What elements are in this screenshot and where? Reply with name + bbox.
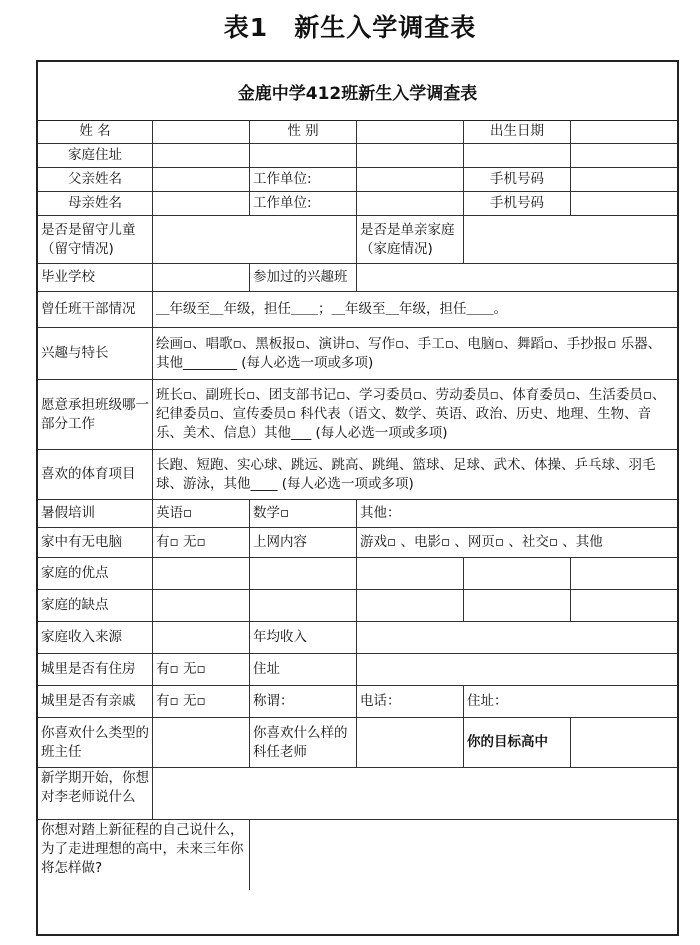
page-title: 表1 新生入学调查表 xyxy=(223,13,477,42)
cell-text: 上网内容 xyxy=(253,534,307,550)
cell-text: 城里是否有住房 xyxy=(41,661,136,677)
cell-text: 父亲姓名 xyxy=(68,171,122,187)
form-input-cell[interactable] xyxy=(153,622,250,654)
form-label-cell xyxy=(38,192,153,216)
cell-text: 家庭的缺点 xyxy=(41,597,109,613)
form-label-cell xyxy=(38,328,153,380)
form-label-cell xyxy=(38,380,153,450)
cell-text: 新学期开始，你想对李老师说什么 xyxy=(41,770,149,805)
cell-text: 母亲姓名 xyxy=(68,195,122,211)
cell-text: 是否是留守儿童 （留守情况) xyxy=(41,221,136,257)
cell-text: 家庭收入来源 xyxy=(41,629,122,645)
form-label-cell xyxy=(153,292,677,328)
form-label-cell xyxy=(38,264,153,292)
cell-text: 年均收入 xyxy=(253,629,307,645)
cell-text: 手机号码 xyxy=(490,171,544,187)
form-label-cell xyxy=(38,292,153,328)
form-input-cell[interactable] xyxy=(357,558,464,590)
form-label-cell xyxy=(464,192,571,216)
form-input-cell[interactable] xyxy=(357,718,464,768)
form-label-cell xyxy=(250,192,357,216)
form-label-cell xyxy=(464,718,571,768)
form-title: 金鹿中学412班新生入学调查表 xyxy=(38,62,677,121)
form-label-cell xyxy=(38,168,153,192)
form-input-cell[interactable] xyxy=(464,558,571,590)
form-input-cell[interactable] xyxy=(571,590,677,622)
form-input-cell[interactable] xyxy=(571,718,677,768)
form-label-cell xyxy=(38,144,153,168)
form-label-cell xyxy=(357,216,464,264)
form-label-cell xyxy=(38,528,153,558)
form-input-cell[interactable] xyxy=(357,264,677,292)
form-label-cell xyxy=(153,328,677,380)
form-label-cell xyxy=(38,686,153,718)
form-input-cell[interactable] xyxy=(357,144,464,168)
form-input-cell[interactable] xyxy=(464,216,677,264)
form-input-cell[interactable] xyxy=(571,168,677,192)
cell-text: 参加过的兴趣班 xyxy=(253,269,348,285)
form-label-cell xyxy=(38,622,153,654)
cell-text: 曾任班干部情况 xyxy=(41,301,136,317)
cell-text: 手机号码 xyxy=(490,195,544,211)
survey-form-table xyxy=(36,60,679,936)
form-label-cell xyxy=(250,120,357,144)
cell-text: 兴趣与特长 xyxy=(41,345,109,361)
form-label-cell xyxy=(38,768,153,820)
cell-text: 长跑、短跑、实心球、跳远、跳高、跳绳、篮球、足球、武术、体操、乒乓球、羽毛球、游泳，其他____ (每人必选一项或多项) xyxy=(156,456,656,492)
form-input-cell[interactable] xyxy=(357,168,464,192)
form-input-cell[interactable] xyxy=(153,168,250,192)
cell-text: 游戏▫ 、电影▫ 、网页▫ 、社交▫ 、其他 xyxy=(360,534,603,550)
cell-text: 喜欢的体育项目 xyxy=(41,466,136,482)
form-input-cell[interactable] xyxy=(571,558,677,590)
form-label-cell xyxy=(250,622,357,654)
form-input-cell[interactable] xyxy=(464,144,571,168)
cell-text: 你的目标高中 xyxy=(467,734,548,750)
form-label-cell xyxy=(153,500,250,528)
cell-text: ＿年级至＿年级，担任＿＿；＿年级至＿年级，担任＿＿。 xyxy=(156,301,507,317)
form-label-cell xyxy=(250,654,357,686)
form-label-cell xyxy=(38,120,153,144)
cell-text: 城里是否有亲戚 xyxy=(41,693,136,709)
form-label-cell xyxy=(38,216,153,264)
form-input-cell[interactable] xyxy=(153,558,250,590)
form-label-cell xyxy=(38,590,153,622)
form-label-cell xyxy=(153,686,250,718)
form-label-cell xyxy=(250,264,357,292)
form-input-cell[interactable] xyxy=(357,654,677,686)
form-label-cell xyxy=(153,450,677,500)
cell-text: 性 别 xyxy=(287,123,319,139)
form-label-cell xyxy=(38,450,153,500)
form-input-cell[interactable] xyxy=(464,590,571,622)
cell-text: 称谓： xyxy=(253,693,294,709)
cell-text: 家庭的优点 xyxy=(41,565,109,581)
form-label-cell xyxy=(38,500,153,528)
form-input-cell[interactable] xyxy=(357,192,464,216)
form-input-cell[interactable] xyxy=(153,768,677,820)
form-label-cell xyxy=(153,380,677,450)
cell-text: 有▫ 无▫ xyxy=(156,693,206,709)
cell-text: 姓 名 xyxy=(79,123,111,139)
form-label-cell xyxy=(153,528,250,558)
form-label-cell xyxy=(464,120,571,144)
form-input-cell[interactable] xyxy=(153,216,357,264)
form-label-cell xyxy=(464,686,677,718)
form-label-cell xyxy=(250,718,357,768)
form-input-cell[interactable] xyxy=(357,590,464,622)
cell-text: 你喜欢什么类型的班主任 xyxy=(41,724,149,760)
cell-text: 住址： xyxy=(467,693,508,709)
form-label-cell xyxy=(38,654,153,686)
form-label-cell xyxy=(357,528,677,558)
cell-text: 工作单位: xyxy=(253,171,312,187)
cell-text: 你想对踏上新征程的自己说什么，为了走进理想的高中，未来三年你将怎样做? xyxy=(41,822,244,876)
form-input-cell[interactable] xyxy=(153,120,250,144)
form-label-cell xyxy=(153,654,250,686)
cell-text: 绘画▫、唱歌▫、黑板报▫、演讲▫、写作▫、手工▫、电脑▫、舞蹈▫、手抄报▫ 乐器、其他________ (每人必选一项或多项) xyxy=(156,335,662,371)
cell-text: 英语▫ xyxy=(156,505,193,521)
cell-text: 毕业学校 xyxy=(41,269,95,285)
cell-text: 家中有无电脑 xyxy=(41,534,122,550)
form-input-cell[interactable] xyxy=(153,264,250,292)
cell-text: 愿意承担班级哪一部分工作 xyxy=(41,396,149,432)
form-input-cell[interactable] xyxy=(250,144,357,168)
cell-text: 其他： xyxy=(360,505,401,521)
cell-text: 数学▫ xyxy=(253,505,290,521)
cell-text: 家庭住址 xyxy=(68,147,122,163)
form-label-cell xyxy=(38,718,153,768)
cell-text: 你喜欢什么样的科任老师 xyxy=(253,724,348,760)
form-input-cell[interactable] xyxy=(571,120,677,144)
form-label-cell xyxy=(38,820,250,890)
form-label-cell xyxy=(250,686,357,718)
form-label-cell xyxy=(357,500,677,528)
cell-text: 工作单位: xyxy=(253,195,312,211)
form-input-cell[interactable] xyxy=(250,590,357,622)
cell-text: 有▫ 无▫ xyxy=(156,534,206,550)
cell-text: 班长▫、副班长▫、团支部书记▫、学习委员▫、劳动委员▫、体育委员▫、生活委员▫、纪律委员▫、宣传委员▫ 科代表（语文、数学、英语、政治、历史、地理、生物、音乐、美术、信息）其他___ (每人必选一项或多项) xyxy=(156,387,666,441)
form-input-cell[interactable] xyxy=(153,718,250,768)
cell-text: 出生日期 xyxy=(490,123,544,139)
form-input-cell[interactable] xyxy=(153,590,250,622)
form-input-cell[interactable] xyxy=(571,144,677,168)
form-label-cell xyxy=(357,686,464,718)
form-input-cell[interactable] xyxy=(153,192,250,216)
form-input-cell[interactable] xyxy=(357,622,677,654)
cell-text: 住址 xyxy=(253,661,280,677)
cell-text: 电话： xyxy=(360,693,401,709)
form-input-cell[interactable] xyxy=(250,820,677,890)
cell-text: 有▫ 无▫ xyxy=(156,661,206,677)
form-input-cell[interactable] xyxy=(153,144,250,168)
form-label-cell xyxy=(250,528,357,558)
form-input-cell[interactable] xyxy=(357,120,464,144)
form-label-cell xyxy=(250,168,357,192)
form-label-cell xyxy=(250,500,357,528)
cell-text: 是否是单亲家庭 （家庭情况) xyxy=(360,221,455,257)
cell-text: 暑假培训 xyxy=(41,505,95,521)
form-label-cell xyxy=(464,168,571,192)
form-input-cell[interactable] xyxy=(250,558,357,590)
form-input-cell[interactable] xyxy=(571,192,677,216)
form-label-cell xyxy=(38,558,153,590)
